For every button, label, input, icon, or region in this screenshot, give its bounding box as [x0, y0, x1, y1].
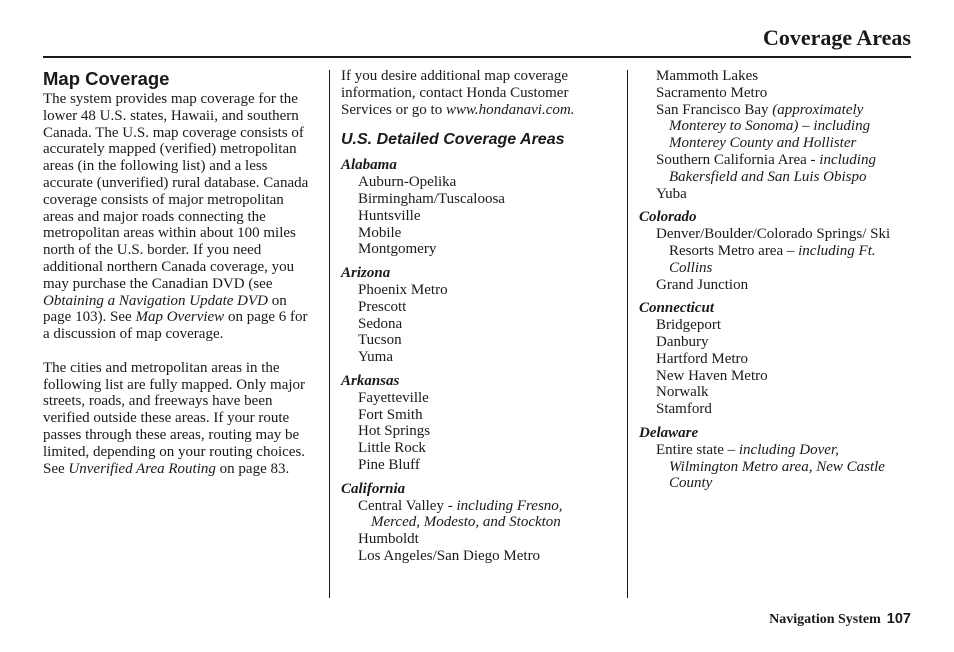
state-area-list — [358, 174, 609, 258]
coverage-area-note: including Dover, Wilmington Metro area, New Castle County — [669, 441, 885, 492]
text-span: The cities and metropolitan areas in the following list are fully mapped. Only major streets, roads, and freeways have been verified outside these areas. If your route passes through these areas, routing may be limited, depending on your routing choices. See — [43, 359, 306, 477]
coverage-area-name: Hartford Metro — [656, 350, 749, 367]
coverage-area-name: Stamford — [656, 401, 712, 418]
paragraph-contact-info — [341, 68, 609, 118]
coverage-area-item — [656, 351, 911, 368]
column-divider — [627, 70, 628, 598]
header-divider — [43, 56, 911, 58]
coverage-area-item — [358, 457, 609, 474]
coverage-area-name: Prescott — [358, 298, 407, 315]
coverage-area-item — [358, 423, 609, 440]
coverage-area-name: Grand Junction — [656, 276, 749, 293]
page-number: 107 — [886, 611, 911, 627]
coverage-area-name: Tucson — [358, 332, 402, 349]
reference-obtaining-update-dvd: Obtaining a Navigation Update DVD — [43, 292, 268, 309]
reference-map-overview: Map Overview — [135, 309, 225, 326]
section-heading-detailed-coverage: U.S. Detailed Coverage Areas — [341, 131, 565, 149]
text-span: on page 83. — [215, 460, 290, 477]
state-area-list — [656, 317, 911, 418]
coverage-area-name: Mobile — [358, 224, 402, 241]
coverage-area-item — [358, 225, 609, 242]
paragraph-mapped-areas — [43, 360, 315, 478]
state-coverage-list — [639, 209, 911, 492]
coverage-area-item — [656, 68, 911, 85]
coverage-area-name: Fayetteville — [358, 389, 429, 406]
state-area-list — [656, 226, 911, 293]
paragraph-map-coverage — [43, 91, 315, 343]
coverage-area-item — [358, 174, 609, 191]
coverage-area-name: Los Angeles/San Diego Metro — [358, 547, 541, 564]
column-right — [639, 68, 911, 492]
coverage-area-item — [358, 332, 609, 349]
coverage-area-item — [358, 299, 609, 316]
coverage-area-name: Hot Springs — [358, 423, 431, 440]
state-heading: Colorado — [639, 209, 697, 226]
coverage-area-item — [358, 531, 609, 548]
coverage-area-item — [358, 349, 609, 366]
reference-unverified-area-routing: Unverified Area Routing — [68, 460, 216, 477]
coverage-area-name: Yuba — [656, 185, 687, 202]
coverage-area-item — [656, 368, 911, 385]
text-span: The system provides map coverage for the lower 48 U.S. states, Hawaii, and southern Canada. The U.S. map coverage consists of accurately mapped (verified) metropolitan areas (in the following list) and a less accurate (unverified) rural database. Canada coverage consists of major metropolitan areas and major roads connecting the metropolitan areas within about 100 miles north of the U.S. border. If you need additional northern Canada coverage, you may purchase the Canadian DVD (see — [43, 91, 309, 292]
coverage-area-item — [656, 226, 911, 276]
coverage-area-name: Norwalk — [656, 384, 709, 401]
coverage-area-note: including Ft. Collins — [669, 242, 876, 276]
state-heading: Alabama — [341, 157, 397, 174]
state-area-list — [358, 282, 609, 366]
coverage-area-name: Humboldt — [358, 531, 419, 548]
text-span: If you desire additional map coverage information, contact Honda Customer Services or go to — [341, 68, 569, 118]
text-span: on page 103). See — [43, 292, 287, 326]
state-heading: Delaware — [639, 424, 699, 441]
coverage-area-name: Yuma — [358, 349, 393, 366]
coverage-area-name: Huntsville — [358, 207, 421, 224]
coverage-area-item — [656, 277, 911, 294]
coverage-area-item — [358, 191, 609, 208]
coverage-area-item — [358, 440, 609, 457]
state-heading: Connecticut — [639, 300, 715, 317]
column-divider — [329, 70, 330, 598]
coverage-area-item — [358, 241, 609, 258]
coverage-area-item — [358, 390, 609, 407]
coverage-area-name: Sacramento Metro — [656, 84, 768, 101]
state-area-list — [656, 442, 911, 492]
coverage-area-name: Sedona — [358, 315, 403, 332]
state-heading: Arkansas — [341, 372, 400, 389]
coverage-area-item — [656, 102, 911, 152]
coverage-area-item — [656, 317, 911, 334]
coverage-area-name: Central Valley - — [358, 497, 457, 514]
section-heading-map-coverage: Map Coverage — [43, 68, 170, 89]
coverage-area-name: Danbury — [656, 333, 709, 350]
coverage-area-name: New Haven Metro — [656, 367, 768, 384]
footer-section-label: Navigation System — [769, 612, 881, 627]
coverage-area-name: Fort Smith — [358, 406, 423, 423]
coverage-area-item — [358, 498, 609, 532]
coverage-area-name: Pine Bluff — [358, 456, 420, 473]
coverage-area-name: Auburn-Opelika — [358, 174, 457, 191]
page-footer — [769, 611, 911, 628]
coverage-area-name: Bridgeport — [656, 317, 721, 334]
coverage-area-item — [358, 208, 609, 225]
coverage-area-item — [656, 85, 911, 102]
coverage-area-name: Birmingham/Tuscaloosa — [358, 190, 505, 207]
coverage-area-item — [358, 316, 609, 333]
coverage-area-name: Phoenix Metro — [358, 281, 448, 298]
state-area-list — [358, 390, 609, 474]
coverage-area-name: San Francisco Bay — [656, 101, 773, 118]
coverage-area-name: Little Rock — [358, 440, 426, 457]
coverage-area-item — [656, 152, 911, 186]
coverage-area-note: (approximately Monterey to Sonoma) – including Monterey County and Hollister — [669, 101, 871, 152]
california-continued-list — [656, 68, 911, 202]
coverage-area-item — [358, 407, 609, 424]
state-heading: California — [341, 480, 406, 497]
coverage-area-note: including Bakersfield and San Luis Obispo — [669, 151, 876, 185]
state-heading: Arizona — [341, 265, 391, 282]
coverage-area-name: Entire state – — [656, 441, 739, 458]
coverage-area-item — [656, 384, 911, 401]
coverage-area-name: Denver/Boulder/Colorado Springs/ Ski Resorts Metro area – — [656, 226, 891, 259]
coverage-area-name: Southern California Area - — [656, 151, 820, 168]
coverage-area-item — [656, 442, 911, 492]
coverage-area-name: Montgomery — [358, 241, 437, 258]
coverage-area-item — [656, 186, 911, 203]
column-left — [43, 68, 315, 477]
text-span: on page 6 for a discussion of map coverage. — [43, 309, 308, 343]
coverage-area-note: including Fresno, Merced, Modesto, and Stockton — [371, 497, 563, 531]
coverage-area-name: Mammoth Lakes — [656, 68, 759, 84]
paragraph-gap — [43, 343, 315, 360]
website-link: www.hondanavi.com. — [445, 101, 575, 118]
coverage-area-item — [656, 401, 911, 418]
state-area-list — [358, 498, 609, 565]
state-coverage-list — [341, 157, 609, 564]
column-middle — [341, 68, 609, 565]
coverage-area-item — [358, 282, 609, 299]
coverage-area-item — [656, 334, 911, 351]
coverage-area-item — [358, 548, 609, 565]
page-title: Coverage Areas — [762, 25, 911, 50]
